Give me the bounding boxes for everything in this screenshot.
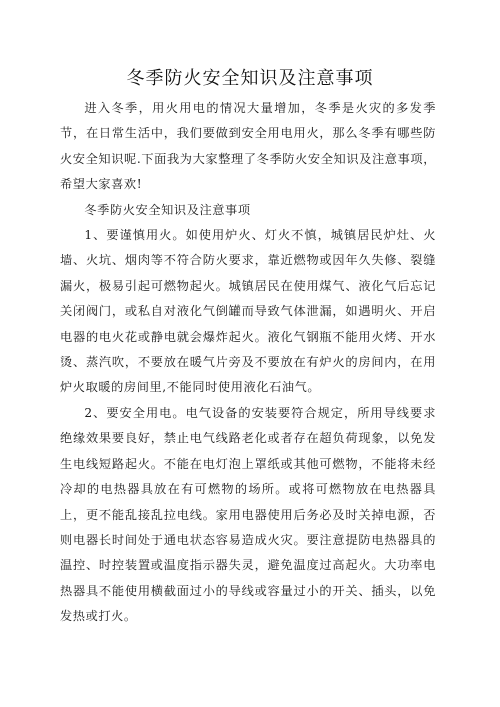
document-body [60,96,436,630]
document-title: 冬季防火安全知识及注意事项 [126,68,374,89]
paragraph-fire-safety: 1、要谨慎用火。如使用炉火、灯火不慎，城镇居民炉灶、火墙、火坑、烟肉等不符合防火要求，靠近燃物或因年久失修、裂缝漏火，极易引起可燃物起火。城镇居民在使用煤气、液化气后忘记关闭阀门，或私自对液化气倒罐而导致气体泄漏，如遇明火、开启电器的电火花或静电就会爆炸起火。液化气钢瓶不能用火烤、开水烫、蒸汽吹，不要放在暖气片旁及不要放在有炉火的房间内，在用炉火取暖的房间里,不能同时使用液化石油气。 [60,228,436,395]
section-heading: 冬季防火安全知识及注意事项 [84,202,251,217]
paragraph-electric-safety: 2、要安全用电。电气设备的安装要符合规定，所用导线要求绝缘效果要良好，禁止电气线路老化或者存在超负荷现象，以免发生电线短路起火。不能在电灯泡上罩纸或其他可燃物，不能将未经冷却的电热器具放在有可燃物的场所。或将可燃物放在电热器具上，更不能乱接乱拉电线。家用电器使用后务必及时关掉电源，否则电器长时间处于通电状态容易造成火灾。要注意提防电热器具的温控、时控装置或温度指示器失灵，避免温度过高起火。大功率电热器具不能使用横截面过小的导线或容量过小的开关、插头，以免发热或打火。 [60,405,436,624]
intro-paragraph: 进入冬季，用火用电的情况大量增加，冬季是火灾的多发季节，在日常生活中，我们要做到安全用电用火，那么冬季有哪些防火安全知识呢.下面我为大家整理了冬季防火安全知识及注意事项，希望大家喜欢! [60,101,436,192]
